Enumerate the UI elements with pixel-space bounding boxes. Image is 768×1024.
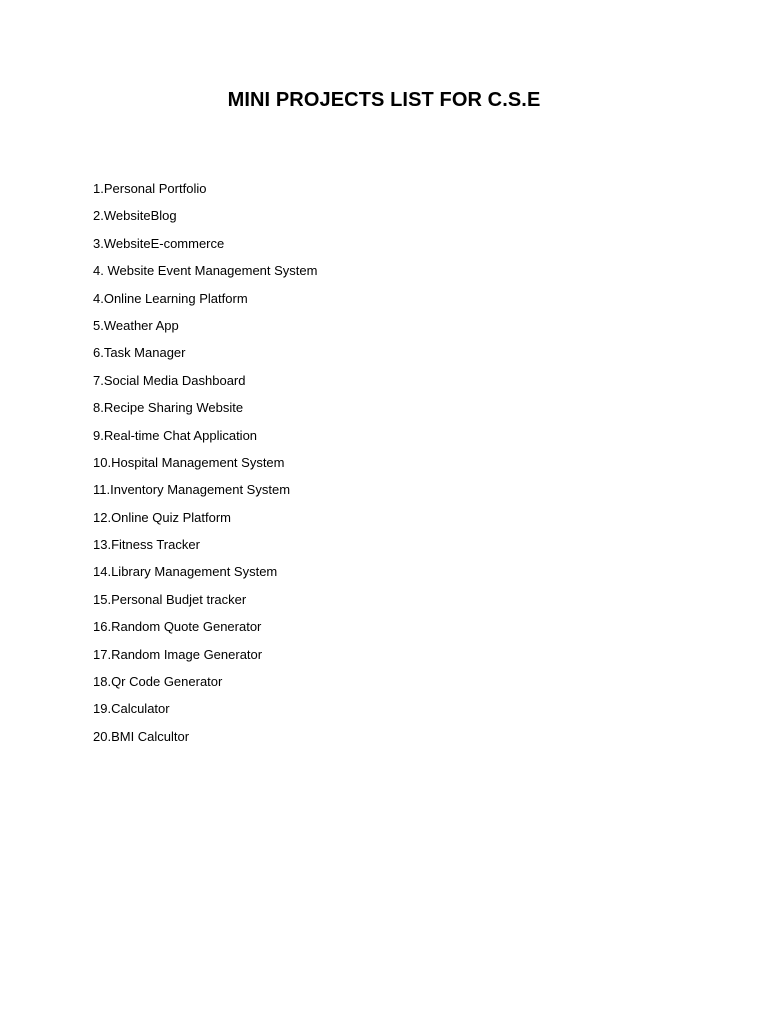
list-item: 1.Personal Portfolio (93, 181, 207, 196)
list-item: 9.Real-time Chat Application (93, 427, 258, 443)
project-list (93, 178, 317, 753)
list-item: 6.Task Manager (93, 345, 186, 361)
list-item: 10.Hospital Management System (93, 454, 285, 470)
list-item: 15.Personal Budjet tracker (93, 591, 247, 607)
list-item: 3.WebsiteE-commerce (93, 235, 225, 251)
list-item: 17.Random Image Generator (93, 646, 263, 662)
list-item: 4. Website Event Management System (93, 263, 318, 279)
list-item: 5.Weather App (93, 317, 179, 333)
list-item: 18.Qr Code Generator (93, 674, 223, 690)
list-item: 11.Inventory Management System (93, 482, 291, 498)
list-item: 14.Library Management System (93, 564, 278, 580)
page-title: MINI PROJECTS LIST FOR C.S.E (227, 89, 541, 111)
list-item: 16.Random Quote Generator (93, 619, 262, 635)
list-item: 12.Online Quiz Platform (93, 509, 232, 525)
list-item: 13.Fitness Tracker (93, 537, 200, 553)
list-item: 8.Recipe Sharing Website (93, 400, 244, 416)
list-item: 19.Calculator (93, 701, 170, 717)
list-item: 20.BMI Calcultor (93, 728, 190, 744)
list-item: 7.Social Media Dashboard (93, 372, 246, 388)
list-item: 2.WebsiteBlog (93, 208, 177, 224)
list-item: 4.Online Learning Platform (93, 290, 248, 306)
